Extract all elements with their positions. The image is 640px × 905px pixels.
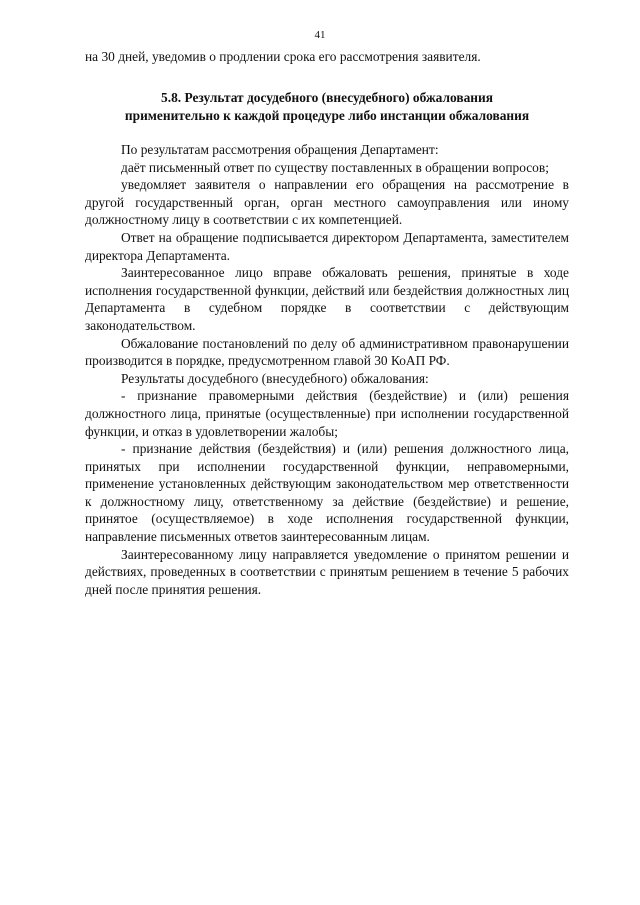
paragraph: даёт письменный ответ по существу поставленных в обращении вопросов;	[121, 159, 549, 175]
paragraph: Результаты досудебного (внесудебного) обжалования:	[121, 370, 429, 386]
section-heading	[85, 89, 569, 124]
page-number: 41	[314, 29, 326, 41]
paragraph: По результатам рассмотрения обращения Департамент:	[121, 142, 439, 157]
paragraph: Заинтересованному лицу направляется уведомление о принятом решении и действиях, проведенных в соответствии с принятым решением в течение 5 рабочих дней после принятия решения.	[85, 546, 569, 597]
intro-line: на 30 дней, уведомив о продлении срока его рассмотрения заявителя.	[85, 49, 481, 64]
section-title-line-2: применительно к каждой процедуре либо инстанции обжалования	[124, 107, 530, 123]
list-item: - признание правомерными действия (бездействие) и (или) решения должностного лица, принятые (осуществленные) при исполнении государственной функции, и отказ в удовлетворении жалобы;	[85, 388, 569, 439]
paragraph: Обжалование постановлений по делу об административном правонарушении производится в порядке, предусмотренном главой 30 КоАП РФ.	[85, 335, 569, 369]
paragraph: Заинтересованное лицо вправе обжаловать решения, принятые в ходе исполнения государственной функции, действий или бездействия должностных лиц Департамента в судебном порядке в соответствии с действующим законодательством.	[85, 265, 569, 333]
section-body	[85, 141, 569, 598]
paragraph: уведомляет заявителя о направлении его обращения на рассмотрение в другой государственный орган, орган местного самоуправления или иному должностному лицу в соответствии с их компетенцией.	[85, 177, 569, 228]
list-item: - признание действия (бездействия) и (или) решения должностного лица, принятых при исполнении государственной функции, неправомерными, применение установленных действующим законодательством мер ответственности к должностному лицу, ответственному за действие (бездействие) и решение, принятое (осуществляемое) в ходе исполнения государственной функции, направление письменных ответов заинтересованным лицам.	[85, 441, 569, 545]
paragraph: Ответ на обращение подписывается директором Департамента, заместителем директора Департамента.	[85, 229, 569, 263]
intro-text	[85, 48, 569, 66]
section-title-line-1: 5.8. Результат досудебного (внесудебного) обжалования	[161, 90, 493, 105]
